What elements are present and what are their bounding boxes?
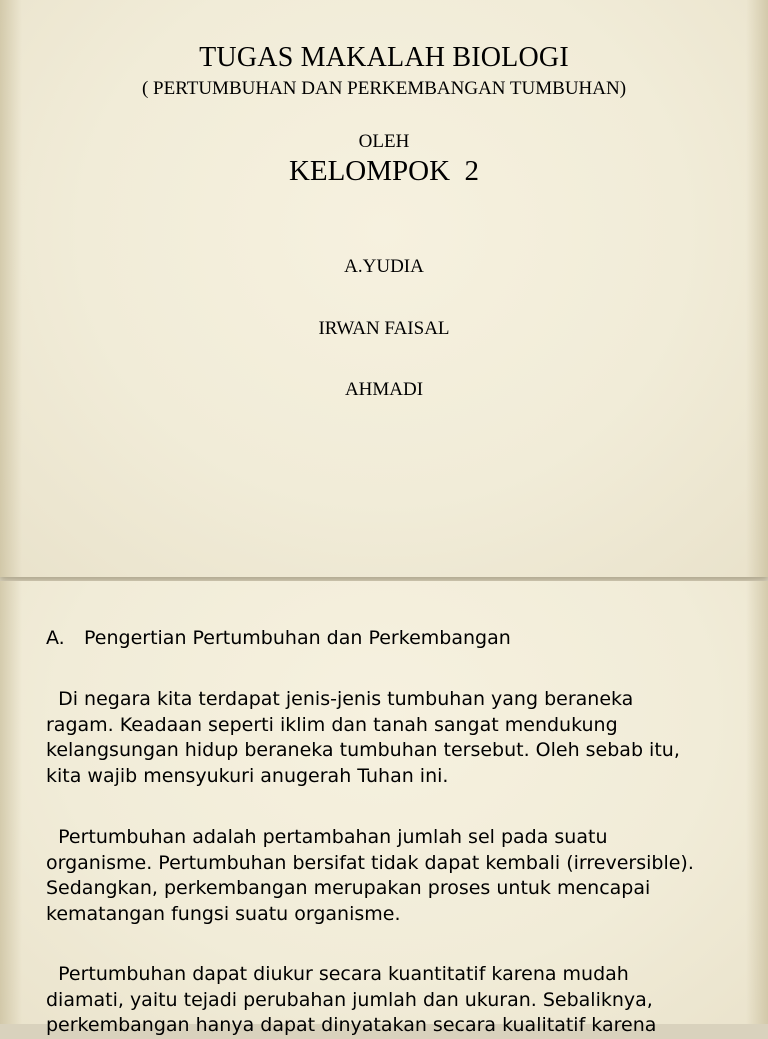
paragraph: Pertumbuhan dapat diukur secara kuantitatif karena mudah diamati, yaitu tejadi perubahan jumlah dan ukuran. Sebaliknya, perkembangan hanya dapat dinyatakan secara kualitatif karena	[46, 963, 657, 1036]
paragraph: Di negara kita terdapat jenis-jenis tumbuhan yang beraneka ragam. Keadaan seperti iklim dan tanah sangat mendukung kelangsungan hidup beraneka tumbuhan tersebut. Oleh sebab itu, kita wajib mensyukuri anugerah Tuhan ini.	[46, 688, 680, 787]
document-subtitle: ( PERTUMBUHAN DAN PERKEMBANGAN TUMBUHAN)	[141, 78, 627, 99]
document-title: TUGAS MAKALAH BIOLOGI	[199, 42, 569, 73]
slide-edge-shade-right	[746, 581, 768, 1024]
section-heading	[46, 627, 511, 649]
by-label: OLEH	[358, 131, 410, 152]
group-name: KELOMPOK 2	[288, 155, 480, 187]
section-number: A.	[46, 627, 65, 649]
slide-edge-shade-left	[0, 581, 22, 1024]
member-name: A.YUDIA	[344, 256, 424, 277]
member-name: IRWAN FAISAL	[318, 318, 450, 339]
paragraph: Pertumbuhan adalah pertambahan jumlah sel pada suatu organisme. Pertumbuhan bersifat tidak dapat kembali (irreversible). Sedangkan, perkembangan merupakan proses untuk mencapai kematangan fungsi suatu organisme.	[46, 826, 694, 925]
section-heading-text: Pengertian Pertumbuhan dan Perkembangan	[84, 627, 511, 649]
member-name: AHMADI	[344, 379, 424, 400]
